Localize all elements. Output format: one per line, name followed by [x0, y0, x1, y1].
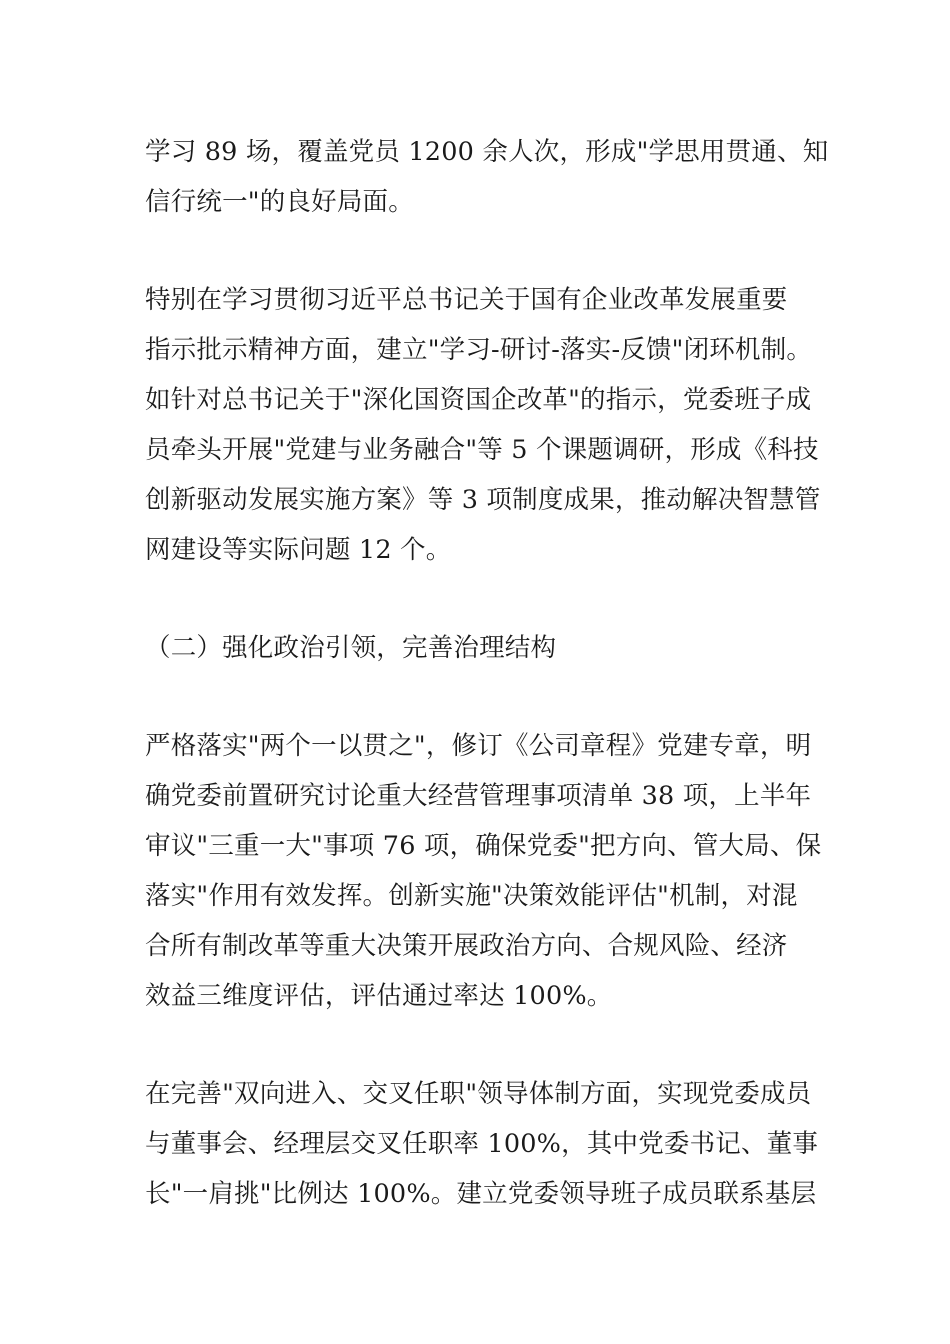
paragraph-line: 指示批示精神方面，建立"学习-研讨-落实-反馈"闭环机制。 — [145, 335, 813, 365]
paragraph-line: 效益三维度评估，评估通过率达 100%。 — [145, 981, 613, 1011]
paragraph-line: 在完善"双向进入、交叉任职"领导体制方面，实现党委成员 — [145, 1079, 812, 1109]
paragraph-line: 与董事会、经理层交叉任职率 100%，其中党委书记、董事 — [145, 1129, 819, 1159]
paragraph-line: 如针对总书记关于"深化国资国企改革"的指示，党委班子成 — [145, 385, 812, 415]
paragraph-line: 特别在学习贯彻习近平总书记关于国有企业改革发展重要 — [145, 285, 788, 315]
paragraph-line: 学习 89 场，覆盖党员 1200 余人次，形成"学思用贯通、知 — [145, 137, 829, 167]
paragraph-line: 落实"作用有效发挥。创新实施"决策效能评估"机制，对混 — [145, 881, 798, 911]
paragraph-line: 长"一肩挑"比例达 100%。建立党委领导班子成员联系基层 — [145, 1179, 817, 1209]
paragraph-line: 员牵头开展"党建与业务融合"等 5 个课题调研，形成《科技 — [145, 435, 819, 465]
paragraph-line: 创新驱动发展实施方案》等 3 项制度成果，推动解决智慧管 — [145, 485, 821, 515]
paragraph-line: 网建设等实际问题 12 个。 — [145, 535, 452, 565]
paragraph-line: 信行统一"的良好局面。 — [145, 187, 414, 217]
paragraph-line: 合所有制改革等重大决策开展政治方向、合规风险、经济 — [145, 931, 788, 961]
paragraph-line: 确党委前置研究讨论重大经营管理事项清单 38 项，上半年 — [145, 781, 812, 811]
paragraph-line: 审议"三重一大"事项 76 项，确保党委"把方向、管大局、保 — [145, 831, 822, 861]
section-heading: （二）强化政治引领，完善治理结构 — [145, 633, 557, 663]
paragraph-line: 严格落实"两个一以贯之"，修订《公司章程》党建专章，明 — [145, 731, 812, 761]
